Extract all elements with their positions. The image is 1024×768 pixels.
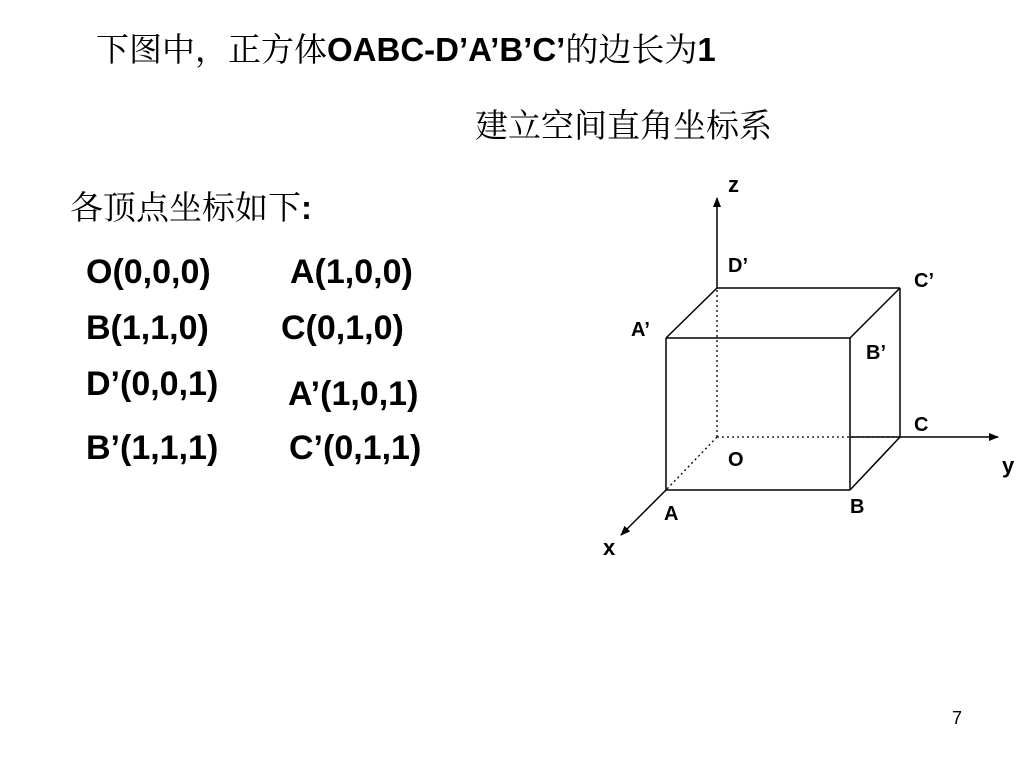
- page-number: 7: [952, 708, 963, 728]
- coordinates-heading-colon: :: [301, 189, 312, 226]
- vertex-label-D-prime: D’: [728, 255, 748, 277]
- hidden-edge-OA: [666, 437, 717, 490]
- title-cube-name: OABC-D’A’B’C’: [327, 31, 566, 68]
- x-axis: [621, 490, 666, 535]
- coord-C-prime: C’(0,1,1): [289, 429, 422, 467]
- vertex-label-B-prime: B’: [866, 342, 886, 364]
- coord-D-prime: D’(0,0,1): [86, 365, 219, 403]
- vertex-label-C: C: [914, 414, 929, 436]
- edge-D-prime-A-prime: [666, 288, 717, 338]
- axis-label-x: x: [603, 535, 616, 560]
- title-edge-length: 1: [697, 31, 716, 68]
- coordinates-heading-text: 各顶点坐标如下: [70, 188, 301, 227]
- title-prefix: 下图中，正方体: [96, 30, 327, 69]
- slide-subtitle: 建立空间直角坐标系: [475, 106, 772, 145]
- vertex-label-A-prime: A’: [631, 319, 650, 341]
- axis-label-y: y: [1002, 453, 1015, 478]
- vertex-label-C-prime: C’: [914, 270, 934, 292]
- edge-B-prime-C-prime: [850, 288, 900, 338]
- coord-A-prime: A’(1,0,1): [288, 375, 419, 413]
- vertex-label-A: A: [664, 503, 679, 525]
- vertex-label-B: B: [850, 496, 865, 518]
- coord-A: A(1,0,0): [290, 253, 413, 291]
- edge-BC: [850, 437, 900, 490]
- coord-O: O(0,0,0): [86, 253, 211, 291]
- vertex-label-O: O: [728, 449, 744, 471]
- coord-B: B(1,1,0): [86, 309, 209, 347]
- axis-label-z: z: [728, 172, 739, 197]
- coord-C: C(0,1,0): [281, 309, 404, 347]
- coord-B-prime: B’(1,1,1): [86, 429, 219, 467]
- title-middle: 的边长为: [565, 30, 698, 69]
